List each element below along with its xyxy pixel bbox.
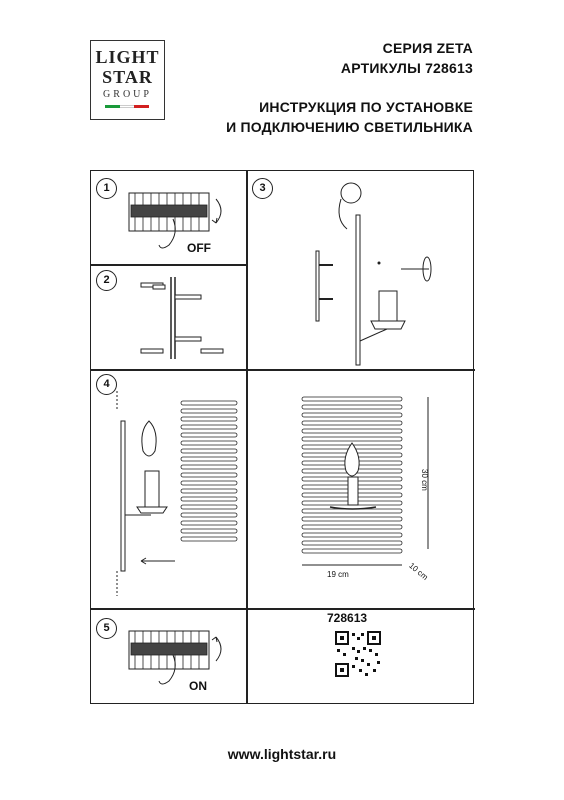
column-divider-bottom — [246, 608, 248, 704]
step-1-number: 1 — [96, 178, 117, 199]
depth-dimension: 10 cm — [407, 561, 430, 582]
italian-flag-icon — [105, 105, 149, 108]
brand-logo — [90, 40, 165, 120]
divider-4-5 — [91, 608, 475, 610]
series-title: СЕРИЯ ZETA — [382, 40, 473, 56]
product-code: 728613 — [327, 611, 368, 625]
breaker-off-illustration — [121, 189, 231, 259]
wall-mount-illustration — [271, 181, 471, 366]
instruction-frame — [90, 170, 474, 704]
divider-2-4 — [91, 369, 475, 371]
step-2-number: 2 — [96, 270, 117, 291]
instruction-title-line1: ИНСТРУКЦИЯ ПО УСТАНОВКЕ — [259, 99, 473, 115]
step-4-number: 4 — [96, 374, 117, 395]
footer-url[interactable]: www.lightstar.ru — [227, 746, 337, 762]
step-3-number: 3 — [252, 178, 273, 199]
qr-code-icon — [335, 631, 381, 677]
off-label: OFF — [187, 241, 211, 255]
dimensions-illustration — [296, 393, 436, 573]
breaker-on-illustration — [121, 627, 231, 697]
divider-1-2 — [91, 264, 246, 266]
logo-text-star: STAR — [102, 67, 153, 87]
article-number: АРТИКУЛЫ 728613 — [340, 60, 473, 76]
bracket-screws-illustration — [131, 273, 241, 363]
height-dimension: 30 cm — [420, 469, 429, 491]
logo-text-group: GROUP — [103, 89, 152, 100]
column-divider — [246, 171, 248, 609]
assembly-illustration — [111, 391, 246, 601]
logo-text-light: LIGHT — [95, 47, 160, 67]
instruction-title-line2: И ПОДКЛЮЧЕНИЮ СВЕТИЛЬНИКА — [226, 119, 473, 135]
step-5-number: 5 — [96, 618, 117, 639]
width-dimension: 19 cm — [327, 570, 349, 579]
on-label: ON — [189, 679, 207, 693]
